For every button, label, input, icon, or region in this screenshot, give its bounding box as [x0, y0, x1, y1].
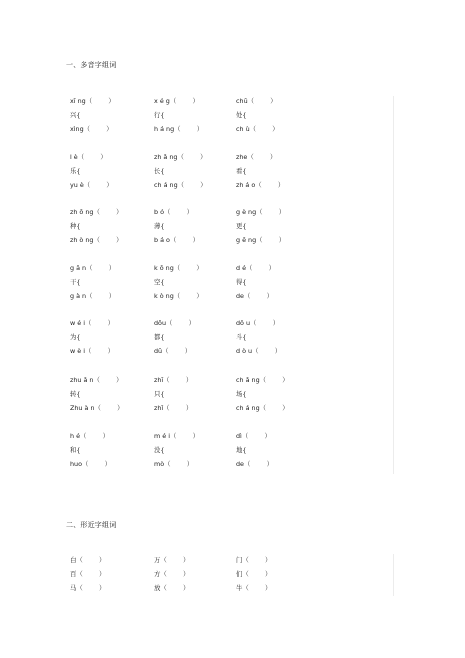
- group-3-row-2-cell-2: de（ ）: [236, 292, 274, 300]
- similar-row-0-cell-2: 门（ ）: [236, 556, 272, 564]
- similar-row-1-cell-1: 方（ ）: [154, 570, 190, 578]
- group-6-row-1: [70, 445, 400, 456]
- group-3-row-0-cell-2: d é（ ）: [236, 264, 276, 272]
- group-4-row-1-cell-0: 为{: [70, 333, 81, 341]
- group-1-row-2-cell-1: ch á ng（ ）: [154, 181, 207, 189]
- group-2-row-2-cell-2: g ē ng（ ）: [236, 236, 286, 244]
- group-3-row-0-cell-0: g ā n（ ）: [70, 264, 116, 272]
- group-5-row-2-cell-0: Zhu à n（ ）: [70, 404, 124, 412]
- group-6-row-2-cell-1: mò（ ）: [154, 460, 194, 468]
- group-3-row-2: [70, 291, 400, 302]
- group-2-row-0-cell-0: zh ō ng（ ）: [70, 208, 123, 216]
- similar-row-0-cell-1: 万（ ）: [154, 556, 190, 564]
- group-0-row-1: [70, 110, 400, 121]
- group-2-row-1-cell-2: 更{: [236, 222, 247, 230]
- group-6-row-0: [70, 431, 400, 442]
- group-1-row-2: [70, 180, 400, 191]
- group-2-row-0-cell-2: g è ng（ ）: [236, 208, 286, 216]
- group-2-row-1-cell-1: 薄{: [154, 222, 165, 230]
- group-6-row-2-cell-0: huo（ ）: [70, 460, 112, 468]
- group-4-row-1: [70, 332, 400, 343]
- group-4-row-1-cell-1: 都{: [154, 333, 165, 341]
- group-3-row-0: [70, 263, 400, 274]
- group-0-row-2-cell-2: ch ù（ ）: [236, 125, 279, 133]
- group-2-row-2-cell-0: zh ò ng（ ）: [70, 236, 123, 244]
- similar-row-2-cell-1: 放（ ）: [154, 584, 190, 592]
- similar-row-2-cell-0: 马（ ）: [70, 584, 106, 592]
- group-5-row-0: [70, 375, 400, 386]
- group-4-row-0-cell-2: dǒ u（ ）: [236, 319, 280, 327]
- group-1-row-0: [70, 152, 400, 163]
- group-4-row-0-cell-0: w é i（ ）: [70, 319, 115, 327]
- group-5-row-1-cell-2: 场{: [236, 390, 247, 398]
- group-6-row-0-cell-2: dì（ ）: [236, 432, 271, 440]
- group-1-row-0-cell-0: l è（ ）: [70, 153, 107, 161]
- group-4-row-0-cell-1: dōu（ ）: [154, 319, 196, 327]
- group-5-row-0-cell-2: ch ǎ ng（ ）: [236, 376, 289, 384]
- group-6-row-2: [70, 459, 400, 470]
- group-1-row-1-cell-0: 乐{: [70, 167, 81, 175]
- group-5-row-2: [70, 403, 400, 414]
- group-1-row-0-cell-2: zhe（ ）: [236, 153, 277, 161]
- group-1-row-1-cell-1: 长{: [154, 167, 165, 175]
- group-5-row-1-cell-0: 转{: [70, 390, 81, 398]
- similar-row-1-cell-0: 百（ ）: [70, 570, 106, 578]
- group-1-row-2-cell-2: zh á o（ ）: [236, 181, 285, 189]
- group-6-row-1-cell-1: 没{: [154, 446, 165, 454]
- similar-row-2-cell-2: 牛（ ）: [236, 584, 272, 592]
- group-2-row-2-cell-1: b á o（ ）: [154, 236, 199, 244]
- group-4-row-1-cell-2: 斗{: [236, 333, 247, 341]
- similar-row-1-cell-2: 们（ ）: [236, 570, 272, 578]
- group-0-row-0: [70, 96, 400, 107]
- group-0-row-0-cell-1: x é g（ ）: [154, 97, 199, 105]
- group-3-row-1-cell-0: 干{: [70, 278, 81, 286]
- group-3-row-1-cell-1: 空{: [154, 278, 165, 286]
- group-6-row-1-cell-0: 和{: [70, 446, 81, 454]
- group-3-row-1-cell-2: 得{: [236, 278, 247, 286]
- group-2-row-2: [70, 235, 400, 246]
- group-3-row-2-cell-0: g à n（ ）: [70, 292, 116, 300]
- group-5-row-2-cell-1: zhǐ（ ）: [154, 404, 193, 412]
- group-2-row-1-cell-0: 种{: [70, 222, 81, 230]
- group-1-row-0-cell-1: zh ǎ ng（ ）: [154, 153, 207, 161]
- group-3-row-1: [70, 277, 400, 288]
- group-0-row-1-cell-0: 兴{: [70, 111, 81, 119]
- group-0-row-0-cell-0: xī ng（ ）: [70, 97, 115, 105]
- group-5-row-1-cell-1: 只{: [154, 390, 165, 398]
- group-4-row-2-cell-1: dū（ ）: [154, 347, 192, 355]
- group-2-row-0: [70, 207, 400, 218]
- group-6-row-2-cell-2: de（ ）: [236, 460, 274, 468]
- group-1-row-1: [70, 166, 400, 177]
- group-0-row-1-cell-2: 处{: [236, 111, 247, 119]
- section-1-title: 一、多音字组词: [66, 61, 117, 69]
- group-6-row-1-cell-2: 地{: [236, 446, 247, 454]
- group-4-row-0: [70, 318, 400, 329]
- group-0-row-2: [70, 124, 400, 135]
- group-2-row-0-cell-1: b ó（ ）: [154, 208, 194, 216]
- similar-row-0: [70, 555, 400, 566]
- section-2-title: 二、形近字组词: [66, 521, 117, 529]
- group-1-row-1-cell-2: 看{: [236, 167, 247, 175]
- group-3-row-0-cell-1: k ō ng（ ）: [154, 264, 203, 272]
- group-4-row-2-cell-0: w è i（ ）: [70, 347, 115, 355]
- group-0-row-2-cell-0: xìng（ ）: [70, 125, 113, 133]
- group-0-row-1-cell-1: 行{: [154, 111, 165, 119]
- group-6-row-0-cell-0: h é（ ）: [70, 432, 110, 440]
- group-5-row-0-cell-0: zhu ǎ n（ ）: [70, 376, 123, 384]
- group-4-row-2: [70, 346, 400, 357]
- group-2-row-1: [70, 221, 400, 232]
- group-0-row-0-cell-2: chū（ ）: [236, 97, 277, 105]
- group-6-row-0-cell-1: m é i（ ）: [154, 432, 200, 440]
- group-5-row-0-cell-1: zhī（ ）: [154, 376, 193, 384]
- group-4-row-2-cell-2: d ò u（ ）: [236, 347, 282, 355]
- group-5-row-2-cell-2: ch á ng（ ）: [236, 404, 289, 412]
- group-3-row-2-cell-1: k ò ng（ ）: [154, 292, 203, 300]
- similar-row-2: [70, 583, 400, 594]
- group-0-row-2-cell-1: h á ng（ ）: [154, 125, 204, 133]
- group-1-row-2-cell-0: yu è（ ）: [70, 181, 113, 189]
- similar-row-1: [70, 569, 400, 580]
- group-5-row-1: [70, 389, 400, 400]
- similar-row-0-cell-0: 白（ ）: [70, 556, 106, 564]
